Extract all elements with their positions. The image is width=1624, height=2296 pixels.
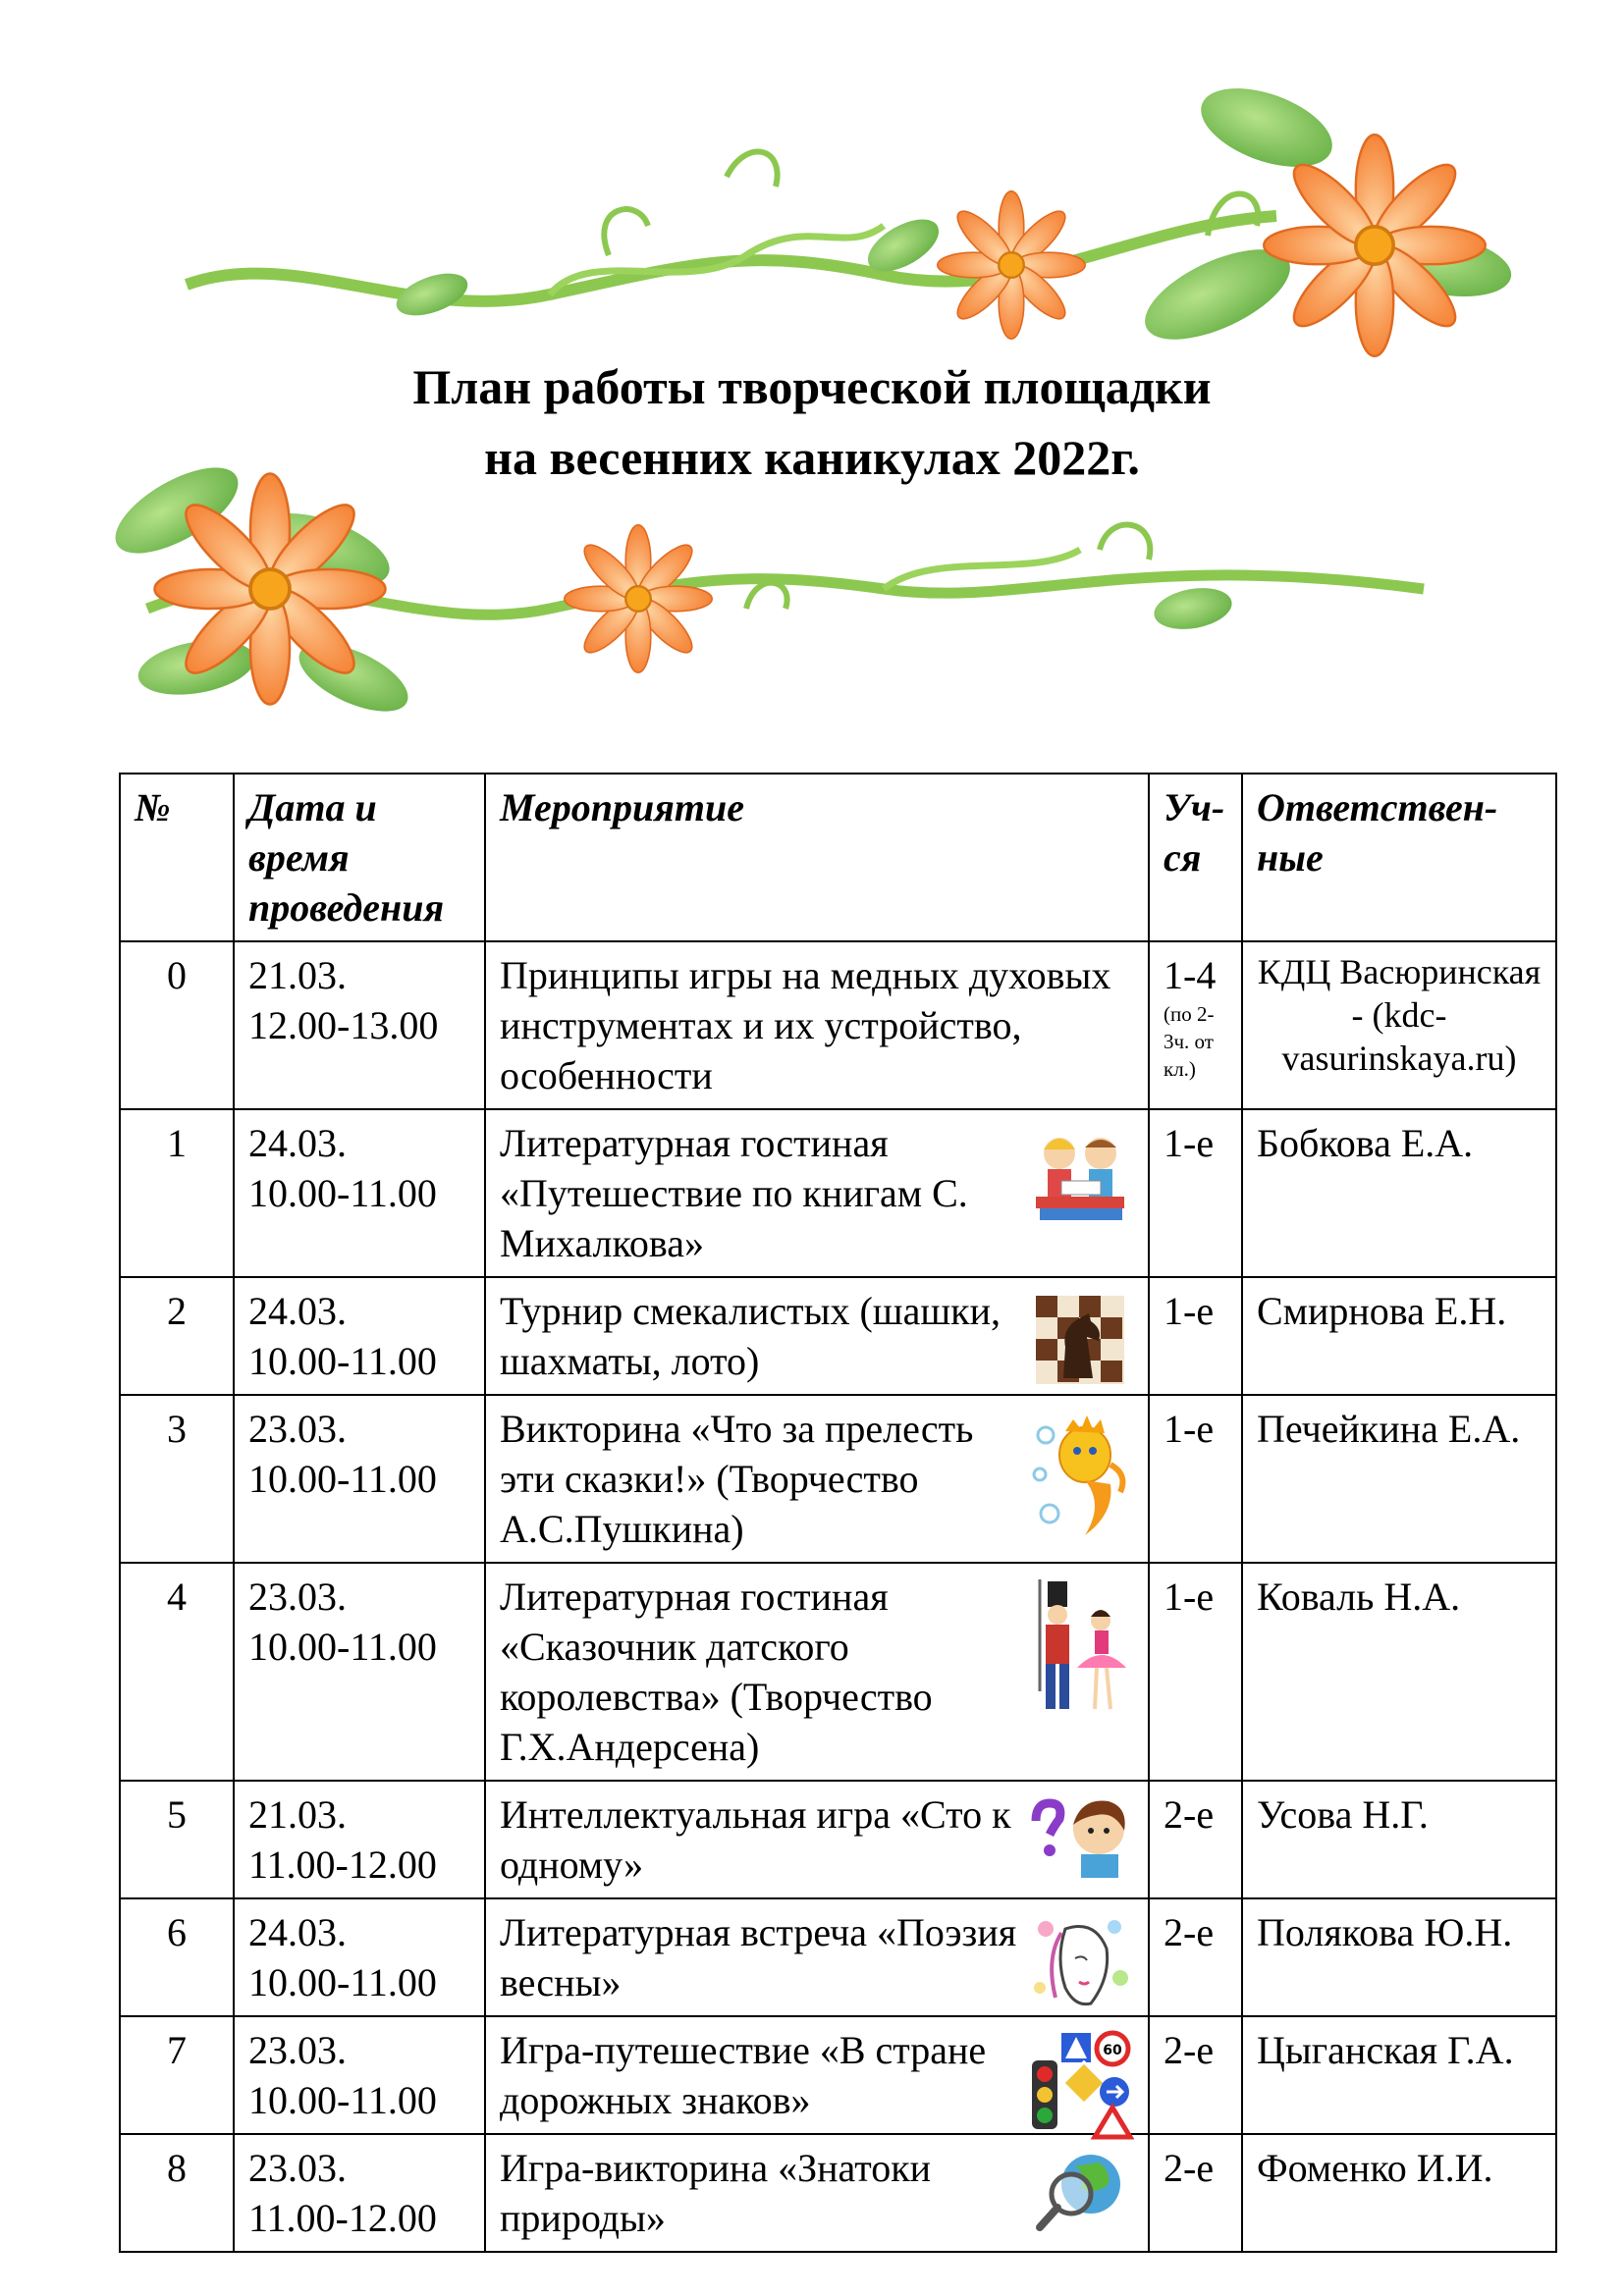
row-time: 11.00-12.00 [248, 2196, 437, 2240]
table-row [120, 2134, 1556, 2252]
row-event [485, 1563, 1149, 1781]
road-signs-icon [1026, 2027, 1134, 2145]
row-event-text: Интеллектуальная игра «Сто к одному» [500, 1792, 1011, 1887]
row-event [485, 1781, 1149, 1898]
row-date-day: 23.03. [248, 2028, 347, 2072]
row-date-day: 24.03. [248, 1910, 347, 1954]
header-num: № [120, 774, 234, 941]
row-event [485, 1109, 1149, 1277]
row-date-day: 21.03. [248, 1792, 347, 1837]
row-event [485, 1277, 1149, 1395]
row-grade-note: (по 2-3ч. от кл.) [1164, 1002, 1215, 1081]
row-grade: 2-е [1149, 1898, 1242, 2016]
row-date [234, 2016, 485, 2134]
row-time: 10.00-11.00 [248, 2078, 437, 2122]
row-num: 0 [120, 941, 234, 1109]
row-date [234, 1109, 485, 1277]
table-row [120, 2016, 1556, 2134]
row-grade: 2-е [1149, 1781, 1242, 1898]
row-date-day: 24.03. [248, 1121, 347, 1165]
reading-kids-icon [1026, 1120, 1134, 1228]
row-num: 2 [120, 1277, 234, 1395]
row-event-text: Литературная гостиная «Сказочник датского королевства» (Творчество Г.Х.Андерсена) [500, 1575, 933, 1769]
row-date [234, 941, 485, 1109]
row-time: 10.00-11.00 [248, 1339, 437, 1383]
row-time: 12.00-13.00 [248, 1003, 439, 1047]
row-grade: 1-е [1149, 1395, 1242, 1563]
row-event-text: Литературная гостиная «Путешествие по книгам С. Михалкова» [500, 1121, 968, 1265]
row-event [485, 1395, 1149, 1563]
page-title-line2: на весенних каникулах 2022г. [484, 430, 1140, 485]
row-date [234, 1781, 485, 1898]
row-grade [1149, 941, 1242, 1109]
table-row [120, 941, 1556, 1109]
row-responsible: Усова Н.Г. [1242, 1781, 1556, 1898]
table-row [120, 1781, 1556, 1898]
row-time: 11.00-12.00 [248, 1842, 437, 1887]
row-event-text: Игра-путешествие «В стране дорожных знаков» [500, 2028, 987, 2122]
tin-soldier-ballerina-icon [1026, 1574, 1134, 1721]
row-date-day: 21.03. [248, 953, 347, 997]
row-grade: 2-е [1149, 2134, 1242, 2252]
row-event [485, 2134, 1149, 2252]
svg-text:60: 60 [1103, 2043, 1122, 2058]
thinking-child-icon [1026, 1791, 1134, 1880]
row-date-day: 23.03. [248, 2146, 347, 2190]
row-event-text: Игра-викторина «Знатоки природы» [500, 2146, 932, 2240]
row-num: 6 [120, 1898, 234, 2016]
table-row [120, 1898, 1556, 2016]
row-num: 7 [120, 2016, 234, 2134]
row-event-text: Литературная встреча «Поэзия весны» [500, 1910, 1017, 2004]
header-date: Дата и время проведения [234, 774, 485, 941]
row-grade: 1-е [1149, 1109, 1242, 1277]
chess-knight-icon [1026, 1288, 1134, 1396]
row-date [234, 1395, 485, 1563]
row-grade-value: 1-4 [1164, 953, 1217, 997]
row-grade: 1-е [1149, 1563, 1242, 1781]
row-responsible: КДЦ Васюринская - (kdc-vasurinskaya.ru) [1242, 941, 1556, 1109]
row-date [234, 1898, 485, 2016]
row-date-day: 24.03. [248, 1289, 347, 1333]
row-event [485, 1898, 1149, 2016]
row-event: Принципы игры на медных духовых инструментах и их устройство, особенности [485, 941, 1149, 1109]
table-header-row [120, 774, 1556, 941]
row-date-day: 23.03. [248, 1575, 347, 1619]
row-date [234, 1277, 485, 1395]
goldfish-icon [1026, 1406, 1134, 1543]
table-row [120, 1277, 1556, 1395]
table-row [120, 1563, 1556, 1781]
row-date [234, 1563, 485, 1781]
row-responsible: Коваль Н.А. [1242, 1563, 1556, 1781]
row-num: 1 [120, 1109, 234, 1277]
spring-girl-icon [1026, 1909, 1134, 2017]
row-event-text: Турнир смекалистых (шашки, шахматы, лото) [500, 1289, 1001, 1383]
row-time: 10.00-11.00 [248, 1960, 437, 2004]
row-grade: 2-е [1149, 2016, 1242, 2134]
row-date [234, 2134, 485, 2252]
row-responsible: Печейкина Е.А. [1242, 1395, 1556, 1563]
row-date-day: 23.03. [248, 1407, 347, 1451]
row-grade: 1-е [1149, 1277, 1242, 1395]
row-responsible: Смирнова Е.Н. [1242, 1277, 1556, 1395]
header-event: Мероприятие [485, 774, 1149, 941]
table-row [120, 1395, 1556, 1563]
row-num: 3 [120, 1395, 234, 1563]
page-title-line1: План работы творческой площадки [412, 359, 1212, 414]
row-time: 10.00-11.00 [248, 1625, 437, 1669]
row-time: 10.00-11.00 [248, 1171, 437, 1215]
row-num: 8 [120, 2134, 234, 2252]
row-responsible: Бобкова Е.А. [1242, 1109, 1556, 1277]
row-event-text: Викторина «Что за прелесть эти сказки!» (Творчество А.С.Пушкина) [500, 1407, 974, 1551]
row-responsible: Цыганская Г.А. [1242, 2016, 1556, 2134]
row-time: 10.00-11.00 [248, 1457, 437, 1501]
row-event [485, 2016, 1149, 2134]
row-responsible: Фоменко И.И. [1242, 2134, 1556, 2252]
header-responsible: Ответствен-ные [1242, 774, 1556, 941]
table-row [120, 1109, 1556, 1277]
globe-magnifier-icon [1026, 2145, 1134, 2233]
row-responsible: Полякова Ю.Н. [1242, 1898, 1556, 2016]
schedule-table [119, 773, 1557, 2253]
row-num: 5 [120, 1781, 234, 1898]
header-grade: Уч-ся [1149, 774, 1242, 941]
row-num: 4 [120, 1563, 234, 1781]
